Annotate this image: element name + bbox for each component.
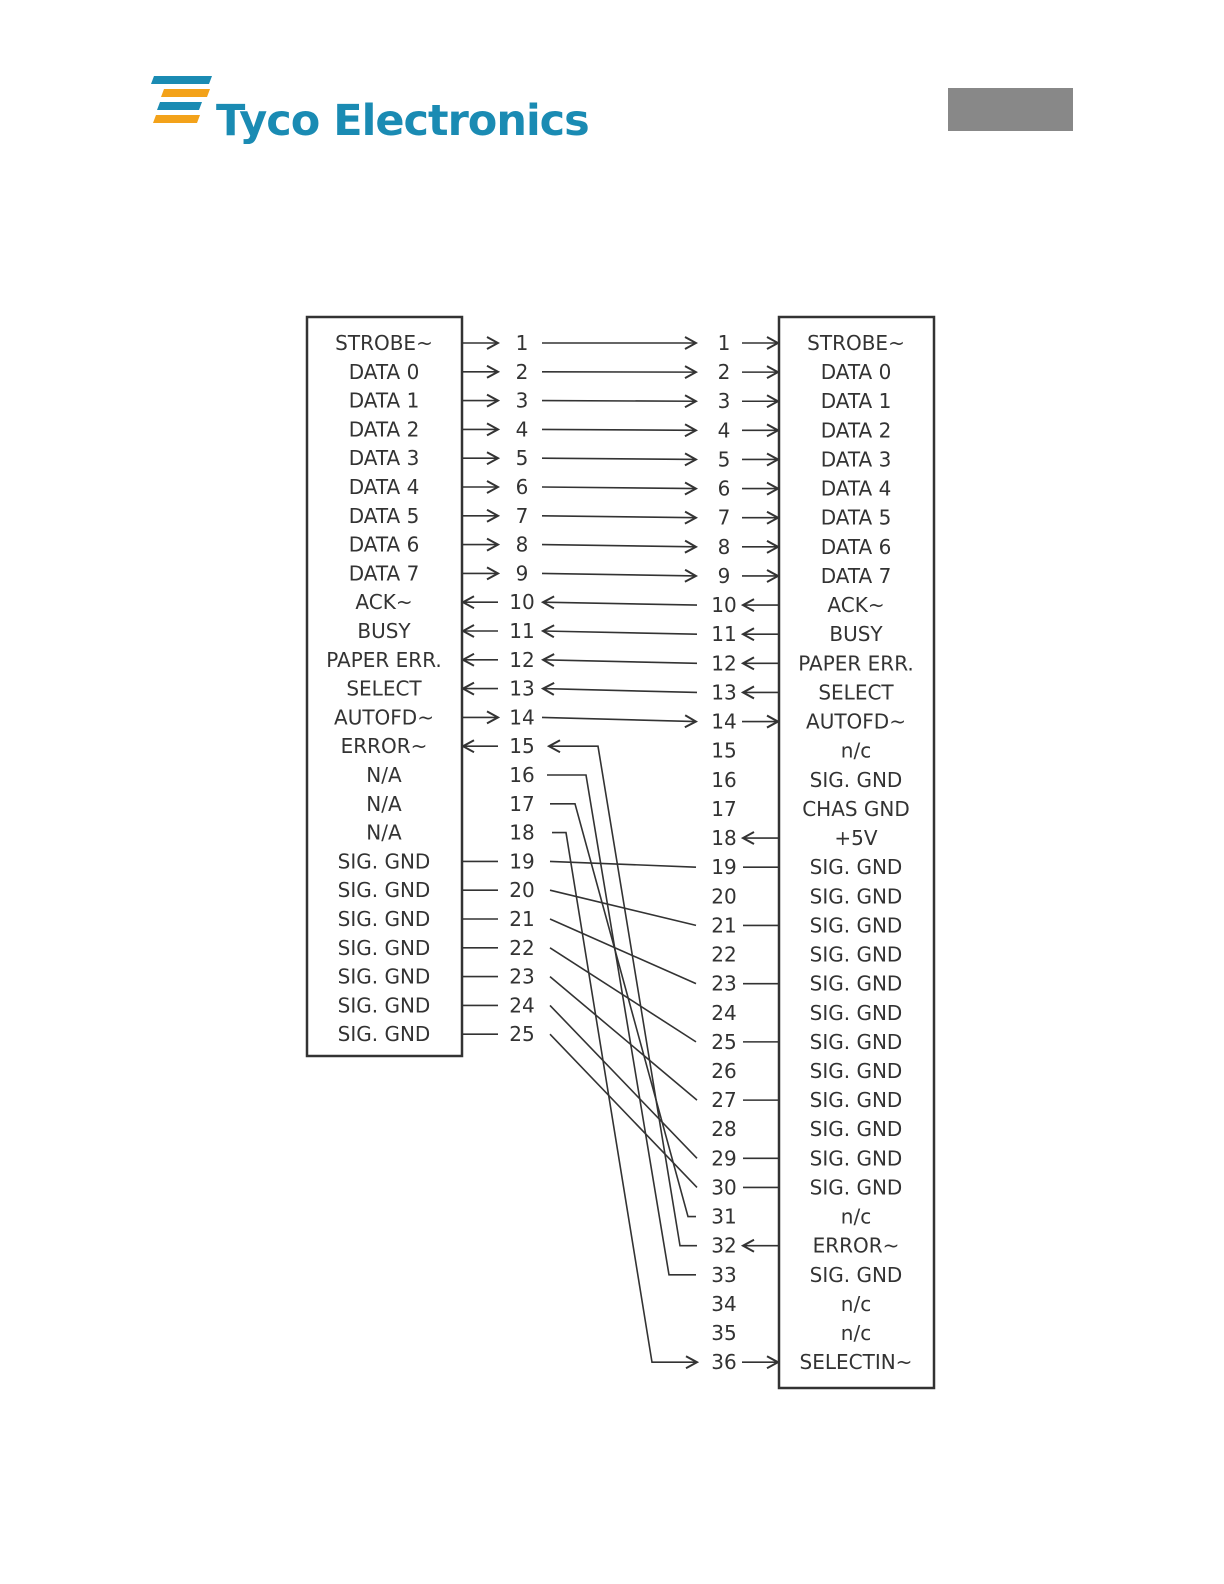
right-pin-number: 9 — [717, 563, 731, 588]
left-pin-number: 18 — [509, 820, 535, 845]
left-pin-number: 15 — [509, 734, 535, 759]
right-signal-label: SELECTIN~ — [799, 1350, 913, 1375]
left-signal-label: SIG. GND — [337, 1022, 431, 1047]
left-pin-number: 6 — [515, 475, 529, 499]
right-pin-number: 23 — [711, 971, 737, 996]
left-signal-label: BUSY — [357, 619, 411, 643]
left-signal-label: SIG. GND — [337, 849, 431, 874]
left-signal-label: DATA 1 — [348, 388, 420, 413]
right-pin-number: 13 — [711, 680, 737, 705]
left-pin-number: 1 — [515, 331, 529, 355]
right-signal-label: STROBE~ — [807, 331, 905, 355]
right-pin-number: 19 — [711, 855, 737, 880]
right-signal-label: DATA 1 — [820, 389, 892, 414]
right-pin-number: 21 — [711, 913, 737, 938]
left-signal-label: DATA 0 — [348, 359, 420, 384]
straight-wire — [542, 458, 696, 459]
right-signal-label: SIG. GND — [809, 1088, 903, 1113]
left-signal-label: ACK~ — [355, 590, 413, 615]
left-signal-label: N/A — [366, 763, 402, 787]
right-pin-number: 2 — [717, 360, 731, 385]
right-pin-number: 24 — [711, 1000, 737, 1025]
left-signal-label: DATA 4 — [348, 475, 420, 499]
straight-wire — [542, 516, 696, 518]
gnd-wire-25 — [550, 1034, 697, 1187]
right-pin-number: 6 — [717, 476, 731, 501]
left-signal-label: STROBE~ — [335, 331, 433, 355]
right-pin-number: 34 — [711, 1291, 737, 1316]
right-signal-label: CHAS GND — [802, 796, 910, 821]
straight-wire — [542, 717, 696, 721]
right-pin-number: 15 — [711, 738, 737, 763]
right-pin-number: 33 — [711, 1262, 737, 1287]
right-pin-number: 30 — [711, 1175, 737, 1200]
left-signal-label: SIG. GND — [337, 907, 431, 931]
right-signal-label: DATA 0 — [820, 360, 892, 385]
right-signal-label: ERROR~ — [812, 1233, 900, 1258]
right-signal-label: SIG. GND — [809, 1262, 903, 1287]
right-pin-number: 22 — [711, 942, 737, 967]
brand-name: Tyco Electronics — [216, 96, 589, 146]
left-pin-number: 22 — [509, 935, 535, 960]
straight-wire — [542, 401, 696, 402]
straight-wire — [542, 429, 696, 430]
left-pin-number: 11 — [509, 619, 535, 643]
right-signal-label: BUSY — [829, 622, 883, 647]
right-signal-label: n/c — [840, 738, 872, 763]
right-signal-label: SIG. GND — [809, 1029, 903, 1054]
left-signal-label: AUTOFD~ — [334, 705, 434, 730]
right-signal-label: SIG. GND — [809, 1117, 903, 1142]
right-pin-number: 27 — [711, 1088, 737, 1113]
right-pin-number: 12 — [711, 651, 737, 676]
left-pin-number: 10 — [509, 590, 535, 615]
right-signal-label: PAPER ERR. — [798, 651, 914, 676]
right-pin-number: 35 — [711, 1321, 737, 1346]
left-pin-number: 21 — [509, 907, 535, 931]
left-signal-label: SIG. GND — [337, 878, 431, 903]
left-signal-label: DATA 7 — [348, 561, 420, 586]
right-pin-number: 29 — [711, 1146, 737, 1171]
left-signal-label: SIG. GND — [337, 964, 431, 989]
right-signal-label: n/c — [840, 1291, 872, 1316]
right-signal-label: SIG. GND — [809, 913, 903, 938]
right-signal-label: SIG. GND — [809, 1059, 903, 1083]
right-signal-label: AUTOFD~ — [806, 709, 906, 734]
left-pin-number: 4 — [515, 417, 529, 442]
right-signal-label: SIG. GND — [809, 1000, 903, 1025]
straight-wire — [542, 573, 696, 576]
right-signal-label: DATA 7 — [820, 563, 892, 588]
right-pin-number: 16 — [711, 767, 737, 792]
right-pin-number: 28 — [711, 1117, 737, 1142]
left-pin-numbers — [509, 331, 534, 1046]
left-pin-number: 2 — [515, 359, 529, 384]
right-signal-label: +5V — [834, 826, 878, 851]
left-pin-number: 20 — [509, 878, 535, 903]
right-signal-label: SIG. GND — [809, 1175, 903, 1200]
left-pin-number: 9 — [515, 561, 529, 586]
left-pin-number: 16 — [509, 763, 535, 787]
straight-wire — [543, 631, 697, 634]
straight-wire — [542, 545, 696, 547]
right-signal-label: DATA 5 — [820, 505, 892, 530]
right-pin-number: 36 — [711, 1350, 737, 1375]
right-pin-number: 8 — [717, 534, 731, 559]
right-signal-label: SIG. GND — [809, 884, 903, 909]
left-pin-number: 7 — [515, 503, 529, 528]
straight-wire — [543, 602, 697, 605]
right-signal-label: SIG. GND — [809, 1146, 903, 1171]
right-signal-label: DATA 4 — [820, 476, 892, 501]
right-pin-number: 4 — [717, 418, 731, 443]
left-pin-number: 8 — [515, 532, 529, 557]
left-pin-number: 12 — [509, 647, 535, 672]
left-signal-label: N/A — [366, 820, 402, 845]
left-pin-number: 17 — [509, 791, 535, 816]
left-signal-label: SIG. GND — [337, 935, 431, 960]
straight-wire — [543, 660, 697, 664]
right-signal-label: ACK~ — [827, 593, 885, 618]
right-signal-label: n/c — [840, 1204, 872, 1229]
right-pin-number: 10 — [711, 593, 737, 618]
left-signal-labels — [326, 331, 442, 1046]
left-pin-number: 25 — [509, 1022, 535, 1047]
right-pin-number: 3 — [717, 389, 731, 414]
right-pin-number: 32 — [711, 1233, 737, 1258]
right-pin-number: 14 — [711, 709, 737, 734]
left-signal-label: SELECT — [346, 676, 422, 701]
right-pin-number: 17 — [711, 796, 737, 821]
left-pin-number: 13 — [509, 676, 535, 701]
left-signal-label: DATA 2 — [348, 417, 420, 442]
right-signal-label: SIG. GND — [809, 855, 903, 880]
left-pin-number: 3 — [515, 388, 529, 413]
right-pin-number: 7 — [717, 505, 731, 530]
left-signal-label: PAPER ERR. — [326, 647, 442, 672]
right-pin-number: 20 — [711, 884, 737, 909]
left-pin-number: 23 — [509, 964, 535, 989]
right-pin-number: 18 — [711, 826, 737, 851]
left-pin-number: 14 — [509, 705, 535, 730]
left-pin-number: 19 — [509, 849, 535, 874]
right-signal-label: SIG. GND — [809, 767, 903, 792]
right-pin-numbers — [711, 331, 736, 1374]
right-signal-label: SIG. GND — [809, 942, 903, 967]
right-signal-label: DATA 6 — [820, 534, 892, 559]
right-signal-label: DATA 2 — [820, 418, 892, 443]
left-pin-number: 5 — [515, 446, 529, 471]
right-signal-label: DATA 3 — [820, 447, 892, 472]
right-pin-number: 1 — [717, 331, 731, 355]
straight-wire — [543, 689, 697, 693]
right-signal-label: SELECT — [818, 680, 894, 705]
straight-wire — [542, 487, 696, 489]
gnd-wire-21 — [550, 919, 696, 984]
left-signal-label: SIG. GND — [337, 993, 431, 1018]
left-signal-label: N/A — [366, 791, 402, 816]
left-signal-label: DATA 3 — [348, 446, 420, 471]
right-signal-label: n/c — [840, 1321, 872, 1346]
left-signal-label: DATA 5 — [348, 503, 420, 528]
right-pin-number: 26 — [711, 1059, 737, 1083]
right-pin-number: 11 — [711, 622, 737, 647]
right-pin-number: 25 — [711, 1029, 737, 1054]
right-pin-number: 5 — [717, 447, 731, 472]
left-signal-label: ERROR~ — [340, 734, 428, 759]
right-signal-labels — [798, 331, 914, 1374]
left-signal-label: DATA 6 — [348, 532, 420, 557]
right-pin-number: 31 — [711, 1204, 737, 1229]
right-signal-label: SIG. GND — [809, 971, 903, 996]
left-pin-number: 24 — [509, 993, 535, 1018]
